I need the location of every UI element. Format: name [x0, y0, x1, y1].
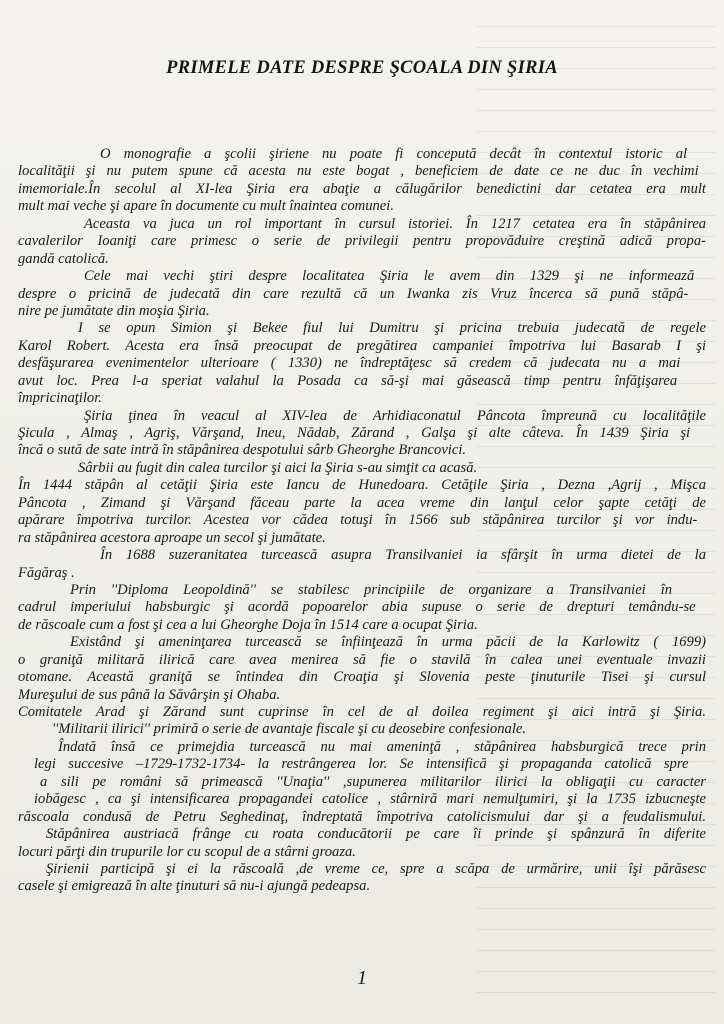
text-line: de răscoale cum a fost şi cea a lui Gheorghe Doja în 1514 care a ocupat Şiria. — [18, 616, 478, 633]
text-line: Şicula , Almaş , Agriş, Vărşand, Ineu, Nădab, Zărand , Galşa şi alte câteva. În 1439 Şiria şi — [18, 425, 691, 441]
text-line: Şiria ţinea în veacul al XIV-lea de Arhidiaconatul Pâncota împreună cu localităţile — [84, 407, 706, 424]
text-line: Mureşului de sus până la Săvârşin şi Ohaba. — [18, 686, 281, 703]
text-line: Existând şi ameninţarea turcească se înfiinţează în urma păcii de la Karlowitz ( 1699) — [70, 634, 706, 651]
text-line: ''Militarii ilirici'' primiră o serie de avantaje fiscale şi cu deosebire confesionale. — [52, 721, 527, 738]
text-line: Îndată însă ce primejdia turcească nu mai ameninţă , stăpânirea habsburgică trece prin — [58, 738, 706, 755]
text-line: despre o pricină de judecată din care rezultă că un Iwanka zis Vruz încerca să pună stăpâ- — [18, 285, 689, 302]
text-line: casele şi emigrează în alte ţinuturi să nu-i ajungă pedeapsa. — [18, 878, 371, 895]
text-line: Sârbii au fugit din calea turcilor şi aici la Şiria s-au simţit ca acasă. — [78, 459, 478, 476]
text-line: I se opun Simion şi Bekee fiul lui Dumitru şi pricina trebuia judecată de regele — [78, 320, 706, 337]
text-line: Karol Robert. Acesta era însă preocupat de pregătirea campaniei împotriva lui Basarab I şi — [18, 337, 706, 354]
text-line: otomane. Această graniţă se întindea din Croaţia şi Slovenia peste ţinuturile Tisei şi cursul — [18, 669, 706, 686]
page-title: PRIMELE DATE DESPRE ŞCOALA DIN ŞIRIA — [166, 58, 558, 78]
text-line: Stăpânirea austriacă frânge cu roata conducătorii pe care îi prinde şi spânzură în diferite — [46, 826, 706, 843]
text-line: În 1444 stăpân al cetăţii Şiria este Iancu de Hunedoara. Cetăţile Şiria , Dezna ,Agrij , Mişca — [18, 477, 706, 494]
text-line: o graniţă militară ilirică care avea menirea să fie o stavilă în calea unei eventuale invazii — [18, 651, 706, 668]
text-line: a sili pe români să primească ''Unaţia'' ,supunerea militarilor ilirici la obligaţii cu caracter — [40, 773, 706, 790]
body-text — [18, 146, 706, 896]
text-line: localităţii şi nu putem spune că acesta nu este bogat , beneficiem de date ce ne duc în vechimi — [18, 163, 699, 180]
text-line: încă o sută de sate intră în stăpânirea despotului sârb Gheorghe Brancovici. — [18, 442, 467, 459]
text-line: răscoala condusă de Petru Seghedinaţ, îndreptată împotriva catolicismului dar şi a feudalismului. — [18, 808, 706, 825]
text-line: ra stăpânirea acestora aproape un secol şi jumătate. — [18, 529, 326, 546]
text-line: cavalerilor Ioaniţi care primesc o serie de privilegii pentru propovăduire creştină adică propa- — [18, 233, 706, 250]
text-line: Cele mai vechi ştiri despre localitatea Şiria le avem din 1329 şi ne informează — [84, 268, 695, 285]
text-line: O monografie a şcolii şiriene nu poate fi concepută decât în contextul istoric al — [100, 146, 688, 162]
text-line: imemoriale.În secolul al XI-lea Şiria era abaţie a călugărilor benedictini dar cetatea era mult — [18, 180, 706, 197]
text-line: Aceasta va juca un rol important în cursul istoriei. În 1217 cetatea era în stăpânirea — [84, 215, 706, 232]
text-line: nire pe jumătate din moşia Şiria. — [18, 302, 210, 319]
text-line: Comitatele Arad şi Zărand sunt cuprinse în cel de al doilea regiment şi aici intră şi Şiria. — [18, 704, 706, 720]
page-number: 1 — [357, 967, 367, 989]
text-line: Şirienii participă şi ei la răscoală ,de vreme ce, spre a scăpa de urmărire, unii îşi părăsesc — [46, 860, 706, 877]
text-line: În 1688 suzeranitatea turcească asupra Transilvaniei ia sfârşit în urma dietei de la — [100, 547, 706, 564]
text-line: mult mai veche şi apare în documente cu mult înaintea comunei. — [18, 198, 394, 215]
text-line: cadrul imperiului habsburgic şi acordă popoarelor abia supuse o serie de drepturi temându-se — [18, 599, 696, 616]
text-line: Făgăraş . — [18, 564, 75, 581]
text-line: iobăgesc , ca şi intensificarea propagandei catolice , stârniră mari nemulţumiri, şi la 1735 izbucneşte — [34, 791, 706, 808]
text-line: desfăşurarea evenimentelor ulterioare ( 1330) ne îndreptăţesc să credem că judecata nu a mai — [18, 355, 681, 372]
text-line: gandă catolică. — [18, 250, 109, 267]
text-line: Prin ''Diploma Leopoldină'' se stabilesc principiile de organizare a Transilvaniei în — [70, 581, 673, 598]
text-line: împricinaţilor. — [18, 390, 102, 407]
text-line: legi succesive –1729-1732-1734- la restrângerea lor. Se intensifică şi propaganda catolică spre — [34, 756, 689, 773]
text-line: avut loc. Prea l-a speriat valahul la Posada ca să-şi mai găsească timp pentru înfăţişarea — [18, 372, 678, 389]
text-line: Pâncota , Zimand şi Vărşand făceau parte la acea vreme din lanţul celor şapte cetăţi de — [18, 494, 706, 511]
text-line: apărare împotriva turcilor. Acestea vor cădea totuşi în 1566 sub stăpânirea turcilor şi vor indu- — [18, 512, 698, 529]
text-line: locuri părţi din trupurile lor cu scopul de a stârni groaza. — [18, 843, 356, 860]
